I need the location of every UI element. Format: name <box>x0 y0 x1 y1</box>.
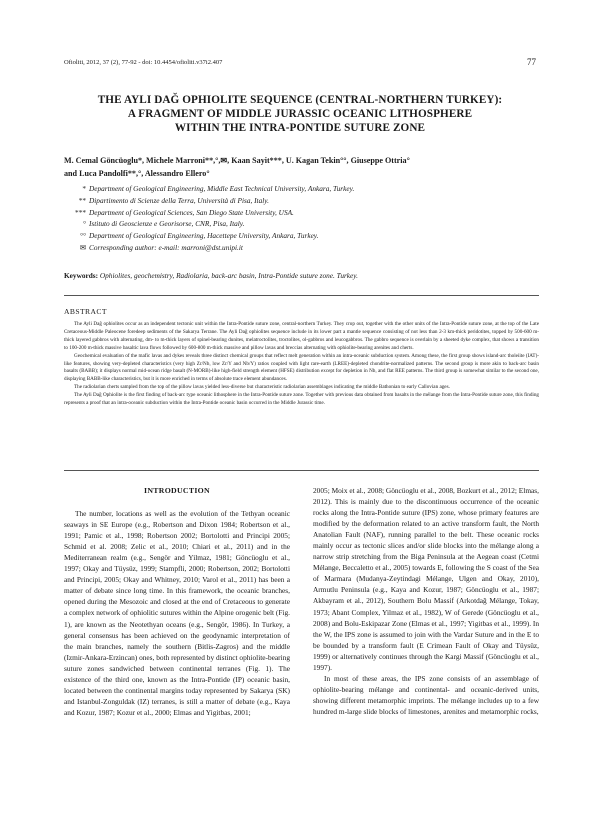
abstract-heading: ABSTRACT <box>64 307 107 316</box>
divider <box>64 470 539 471</box>
title-line: A FRAGMENT OF MIDDLE JURASSIC OCEANIC LITHOSPHERE <box>127 108 473 120</box>
keywords-line <box>64 271 539 281</box>
title-line: THE AYLI DAĞ OPHIOLITE SEQUENCE (CENTRAL-NORTHERN TURKEY): <box>97 94 503 106</box>
page-number: 77 <box>527 57 536 67</box>
running-header <box>64 59 536 71</box>
abstract-paragraph: The Ayli Dağ Ophiolite is the first finding of back-arc type oceanic lithosphere in the Intra-Pontide suture zone. Together with previous data obtained from basalts in the mélange from the Intra-Pontide suture zone, this finding represents a proof that an intra-oceanic subduction within the Intra-Pontide oceanic basin occurred in the Middle Jurassic time. <box>64 392 539 407</box>
body-paragraph: In most of these areas, the IPS zone consists of an assemblage of ophiolite-bearing mélange and continental- and oceanic-derived units, showing different metamorphic imprints. The mélange includes up to a few hundred m-large slide blocks of limestones, arenites and metamorphic rocks, <box>313 673 539 716</box>
author-list <box>64 155 539 180</box>
affiliation-text: Department of Geological Sciences, San Diego State University, USA. <box>89 207 294 217</box>
body-paragraph: 2005; Moix et al., 2008; Göncüoglu et al., 2008, Bozkurt et al., 2012; Elmas, 2012). This is mainly due to the discontinuous occurrence of the oceanic rocks along the Intra-Pontide suture (IPS) zone, whose primary features are modified by the deformation related to an active transform fault, the North Anatolian Fault (NAF), running parallel to the belt. These oceanic rocks mainly occur as tectonic slices and/or slide blocks into the mélange along a narrow strip stretching from the Biga Peninsula at the Aegean coast (Cetmi Mélange, Beccaletto et al., 2005) towards E, following the S coast of the Sea of Marmara (Mudanya-Zeytindagi Mélange, Ulgen and Okay, 2010), Armutlu Peninsula (e.g., Kaya and Kozur, 1987; Göncüoglu et al., 1987; Akbayram et al., 2012), Southern Bolu Massif (Arkotdağ Mélange, Tokay, 1973; Abant Complex, Yilmaz et al., 1982), W of Gerede (Göncüoglu et al., 2008) and Bolu-Eskipazar Zone (Elmas et al., 1997; Yigitbas et al., 1999). In the W, the IPS zone is assumed to join with the Vardar Suture and in the E to be bounded by a transform fault (E Crimean Fault of Okay and Tüysüz, 1999) or alternatively continues through the Kargi Massif (Göncüoglu et al., 1997). <box>313 486 539 672</box>
affiliation-item <box>64 195 539 207</box>
affiliation-list <box>64 183 539 254</box>
affiliation-mark: °° <box>80 231 86 241</box>
corresponding-author-email[interactable]: Corresponding author: e-mail: marroni@dst.unipi.it <box>89 242 243 252</box>
author-line: M. Cemal Göncüoglu*, Michele Marroni**,°,✉, Kaan Sayit***, U. Kagan Tekin°°, Giuseppe Ottria° <box>64 156 410 165</box>
author-line: and Luca Pandolfi**,°, Alessandro Ellero° <box>64 168 210 178</box>
journal-citation: Ofioliti, 2012, 37 (2), 77-92 - doi: 10.4454/ofioliti.v37i2.407 <box>64 59 223 66</box>
left-column <box>64 485 290 718</box>
divider <box>64 295 539 296</box>
abstract-paragraph: The radiolarian cherts sampled from the top of the pillow lavas yielded less-diverse but characteristic radiolarian assemblages indicating the middle Bathonian to early Callovian ages. <box>74 384 450 391</box>
affiliation-text: Dipartimento di Scienze della Terra, Università di Pisa, Italy. <box>89 195 269 205</box>
affiliation-item <box>64 207 539 219</box>
affiliation-mark: *** <box>75 207 86 217</box>
keywords-label: Keywords: <box>64 271 99 280</box>
abstract-body <box>64 321 539 408</box>
affiliation-item <box>64 218 539 230</box>
section-heading-introduction: INTRODUCTION <box>144 486 210 495</box>
keywords-text: Ophiolites, geochemistry, Radiolaria, back-arc basin, Intra-Pontide suture zone. Turkey. <box>99 271 358 280</box>
right-column <box>313 485 539 717</box>
affiliation-mark: ° <box>83 219 86 229</box>
title-line: WITHIN THE INTRA-PONTIDE SUTURE ZONE <box>174 122 426 134</box>
affiliation-item <box>64 183 539 195</box>
article-title <box>60 93 540 135</box>
abstract-paragraph: Geochemical evaluation of the mafic lavas and dykes reveals three distinct chemical groups that reflect melt generation within an intra-oceanic subduction system. Among these, the first group shows island-arc tholeiite (IAT)-like features, showing very-depleted characteristics (very high Zr/Nb, low Zr/Y and Nb/Y) ratios coupled with light rare-earth (LREE)-depleted chondrite-normalized patterns. The second group is more akin to back-arc basin basalts (BABB); it displays normal mid-ocean ridge basalt (N-MORB)-like high-field strength element (HFSE) distribution except for depletion in Nb, and flat REE patterns. The third group is somewhat similar to the second one, displaying BABB-like characteristics, but it is more enriched in terms of absolute trace element abundances. <box>64 352 539 383</box>
body-paragraph: The number, locations as well as the evolution of the Tethyan oceanic seaways in SE Europe (e.g., Robertson and Dixon 1984; Robertson et al., 1991; Pamic et al., 1998; Robertson 2002; Bortolotti and Principi 2005; Schmid et al. 2008; Zelic et al., 2010; Chiari et al., 2011) and in the Mediterranean realm (e.g., Sengör and Yilmaz, 1981; Göncüoglu et al., 1997; Okay and Tüysüz, 1999; Stampfli, 2000; Robertson, 2002; Bortolotti and Principi, 2005; Okay and Whitney, 2010; Varol et al., 2011) has been a matter of debate since long time. In this framework, the oceanic branches, opened during the Mesozoic and closed at the end of Cretaceous to generate a complex network of ophiolitic sutures within the Alpine orogenic belt (Fig. 1), are known as the Neotethyan oceans (e.g., Sengör, 1986). In Turkey, a general consensus has been achieved on the geodynamic interpretation of the main branches, namely the southern (Bitlis-Zagros) and the middle (Izmir-Ankara-Erzincan) ones, both represented by distinct ophiolite-bearing suture zones sandwiched between continental terranes (Fig. 1). The existence of the third one, known as the Intra-Pontide (IP) oceanic basin, located between the continental margins today represented by Sakarya (SK) and Istanbul-Zonguldak (IZ) terranes, is still a matter of debate (e.g., Kaya and Kozur, 1987; Kozur et al., 2000; Elmas and Yigitbas, 2001; <box>64 509 290 717</box>
affiliation-mark: * <box>82 184 86 193</box>
affiliation-text: Department of Geological Engineering, Hacettepe University, Ankara, Turkey. <box>89 231 319 241</box>
affiliation-item <box>64 242 539 254</box>
affiliation-item <box>64 230 539 242</box>
affiliation-text: Istituto di Geoscienze e Georisorse, CNR, Pisa, Italy. <box>89 219 245 229</box>
affiliation-mark: ** <box>78 195 86 205</box>
envelope-icon: ✉ <box>79 242 86 252</box>
abstract-paragraph: The Ayli Dağ ophiolites occur as an independent tectonic unit within the Intra-Pontide suture zone, central-northern Turkey. They crop out, together with the other units of the Intra-Pontide suture zone, at the top of the Late Cretaceous-Middle Paleocene foredeep sediments of the Sakarya Terrane. The Ayli Dağ ophiolites sequence include in its lower part a mantle sequence consisting of not less than 2-3 km-thick peridotites, topped by 500-600 m-thick layered gabbros with alternating, dm- to m-thick layers of spinel-bearing dunites, melatroctolites, troctolites, ol-gabbros and leucogabbros. The gabbro sequence is overlain by a sheeted dyke complex, that shows a transition to 100-200 m-thick massive basaltic lava flows followed by 600-800 m-thick massive and pillow lavas and breccias alternating with ophiolite-bearing arenites and cherts. <box>64 321 539 351</box>
affiliation-text: Department of Geological Engineering, Middle East Technical University, Ankara, Turkey. <box>89 184 355 193</box>
